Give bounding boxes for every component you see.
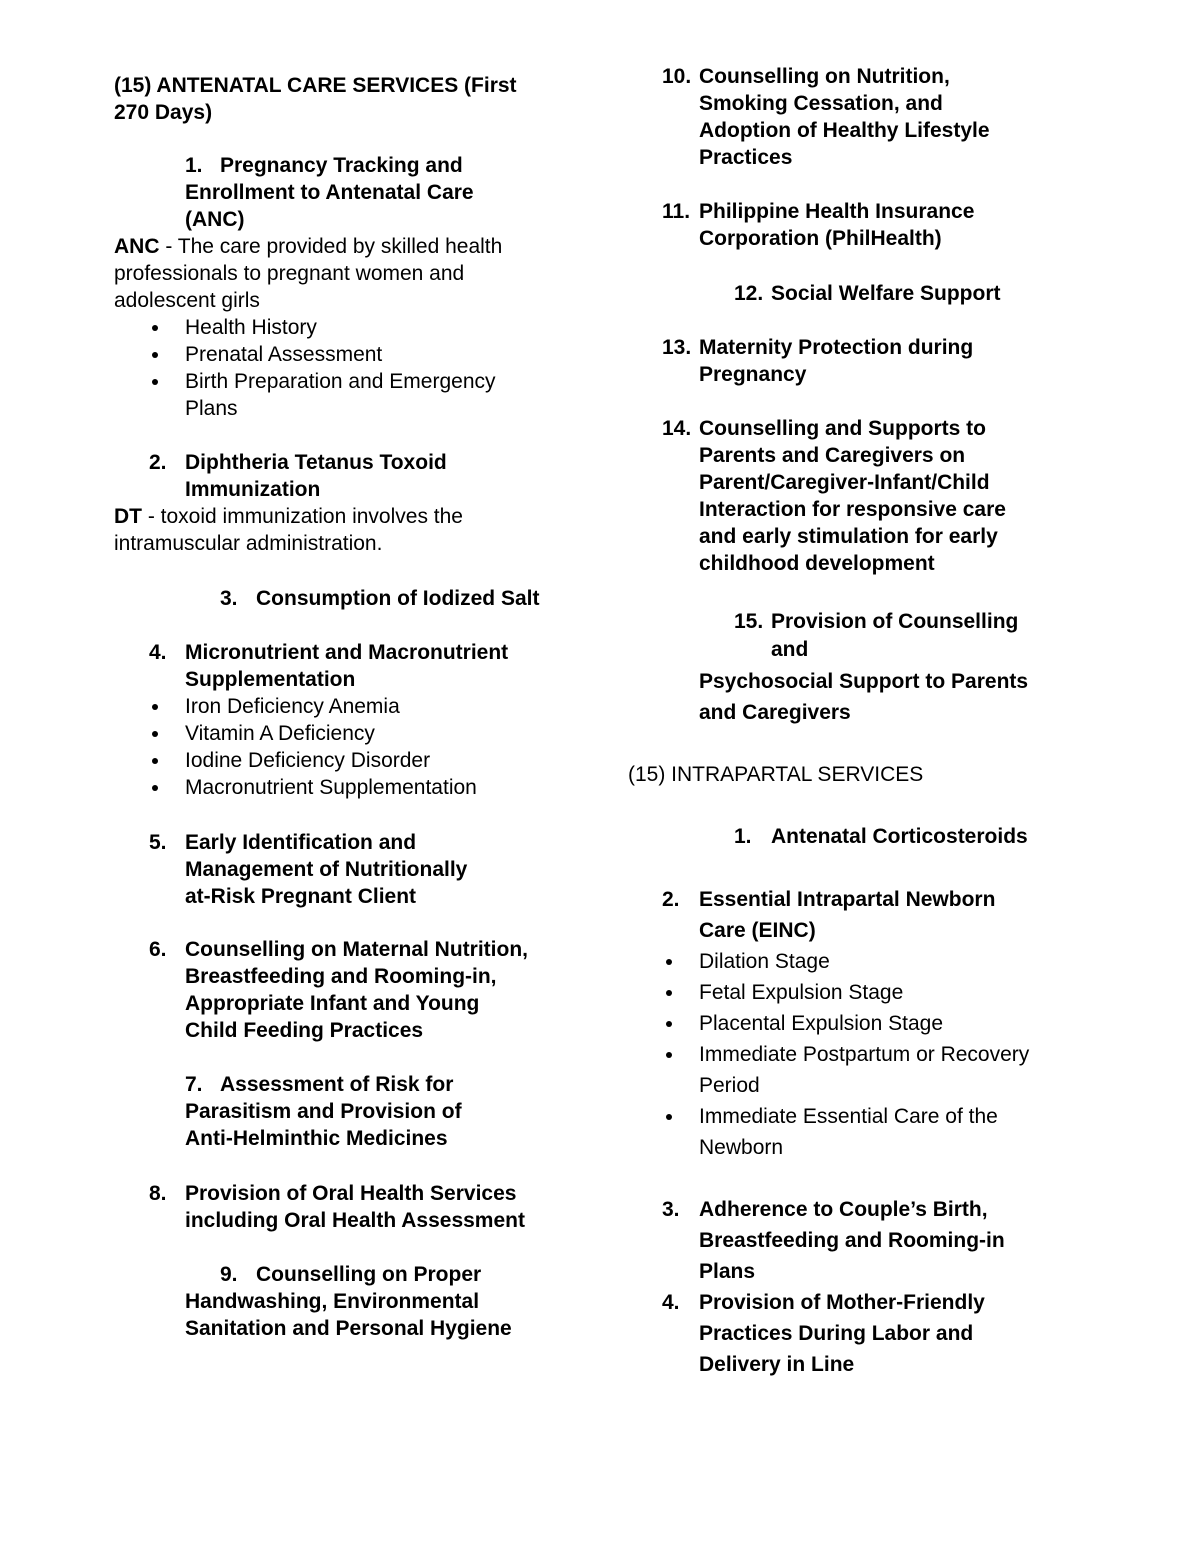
intrapartal-section-title: (15) INTRAPARTAL SERVICES (628, 763, 924, 786)
item-9-heading: Counselling on Proper (256, 1263, 482, 1286)
item-6-heading-cont: Appropriate Infant and Young (185, 992, 480, 1015)
item-15-heading-cont: and Caregivers (699, 701, 851, 724)
intrapartal-item-3-heading-cont: Breastfeeding and Rooming-in (699, 1229, 1005, 1252)
dt-definition (114, 503, 463, 530)
item-8-heading-cont: including Oral Health Assessment (185, 1209, 525, 1232)
intrapartal-item-1-number: 1. (734, 825, 752, 848)
intrapartal-item-3-number: 3. (662, 1198, 680, 1221)
item-14-heading-cont: Parents and Caregivers on (699, 444, 966, 467)
list-item: Immediate Essential Care of the (699, 1105, 998, 1128)
item-4-number: 4. (149, 641, 167, 664)
list-item: Birth Preparation and Emergency (185, 370, 496, 393)
item-5-heading-cont: at-Risk Pregnant Client (185, 885, 417, 908)
item-2-heading: Diphtheria Tetanus Toxoid (185, 451, 447, 474)
intrapartal-item-4-heading: Provision of Mother-Friendly (699, 1291, 985, 1314)
item-13-number: 13. (662, 336, 692, 359)
list-item: Immediate Postpartum or Recovery (699, 1043, 1030, 1066)
item-2-heading-cont: Immunization (185, 478, 321, 501)
item-9-number: 9. (220, 1263, 238, 1286)
item-9-heading-cont: Handwashing, Environmental (185, 1290, 480, 1313)
item-6-heading-cont: Child Feeding Practices (185, 1019, 424, 1042)
list-item: Placental Expulsion Stage (699, 1012, 943, 1035)
item-11-heading: Philippine Health Insurance (699, 200, 975, 223)
intrapartal-item-1-heading: Antenatal Corticosteroids (771, 825, 1028, 848)
item-13-heading: Maternity Protection during (699, 336, 974, 359)
item-11-number: 11. (662, 200, 691, 223)
item-14-heading-cont: Parent/Caregiver-Infant/Child (699, 471, 990, 494)
list-item-cont: Plans (185, 397, 238, 420)
item-14-number: 14. (662, 417, 692, 440)
bullet-icon (666, 1114, 672, 1120)
anc-term: ANC (114, 235, 160, 258)
section-title-cont: 270 Days) (114, 101, 213, 124)
bullet-icon (152, 758, 158, 764)
intrapartal-item-2-heading-cont: Care (EINC) (699, 919, 816, 942)
item-4-heading: Micronutrient and Macronutrient (185, 641, 509, 664)
item-14-heading-cont: Interaction for responsive care (699, 498, 1006, 521)
list-item-cont: Newborn (699, 1136, 784, 1159)
item-1-heading-cont: (ANC) (185, 208, 245, 231)
bullet-icon (152, 704, 158, 710)
item-11-heading-cont: Corporation (PhilHealth) (699, 227, 942, 250)
list-item: Vitamin A Deficiency (185, 722, 375, 745)
item-6-number: 6. (149, 938, 167, 961)
item-10-heading-cont: Smoking Cessation, and (699, 92, 943, 115)
item-1-number: 1. (185, 154, 203, 177)
item-7-heading-cont: Anti-Helminthic Medicines (185, 1127, 448, 1150)
anc-definition-cont: adolescent girls (114, 289, 260, 312)
item-13-heading-cont: Pregnancy (699, 363, 807, 386)
bullet-icon (152, 731, 158, 737)
item-12-heading: Social Welfare Support (771, 282, 1001, 305)
intrapartal-item-3-heading-cont: Plans (699, 1260, 756, 1283)
item-15-heading-cont: Psychosocial Support to Parents (699, 670, 1029, 693)
list-item: Health History (185, 316, 317, 339)
item-9-heading-cont: Sanitation and Personal Hygiene (185, 1317, 512, 1340)
bullet-icon (666, 1021, 672, 1027)
bullet-icon (666, 959, 672, 965)
item-3-heading: Consumption of Iodized Salt (256, 587, 540, 610)
list-item: Iodine Deficiency Disorder (185, 749, 431, 772)
anc-definition-text: - The care provided by skilled health (159, 235, 503, 258)
item-15-heading: Provision of Counselling (771, 610, 1019, 633)
item-8-heading: Provision of Oral Health Services (185, 1182, 517, 1205)
item-6-heading-cont: Breastfeeding and Rooming-in, (185, 965, 497, 988)
item-10-heading-cont: Practices (699, 146, 793, 169)
item-14-heading-cont: childhood development (699, 552, 935, 575)
bullet-icon (152, 352, 158, 358)
section-title: (15) ANTENATAL CARE SERVICES (First (114, 74, 517, 97)
list-item-cont: Period (699, 1074, 760, 1097)
dt-definition-cont: intramuscular administration. (114, 532, 383, 555)
anc-definition-cont: professionals to pregnant women and (114, 262, 465, 285)
bullet-icon (152, 785, 158, 791)
list-item: Fetal Expulsion Stage (699, 981, 904, 1004)
item-3-number: 3. (220, 587, 238, 610)
item-15-number: 15. (734, 610, 764, 633)
item-6-heading: Counselling on Maternal Nutrition, (185, 938, 528, 961)
item-10-number: 10. (662, 65, 692, 88)
intrapartal-item-2-heading: Essential Intrapartal Newborn (699, 888, 996, 911)
item-2-number: 2. (149, 451, 167, 474)
item-12-number: 12. (734, 282, 764, 305)
intrapartal-item-4-heading-cont: Delivery in Line (699, 1353, 855, 1376)
bullet-icon (152, 379, 158, 385)
bullet-icon (666, 990, 672, 996)
item-1-heading: Pregnancy Tracking and (220, 154, 463, 177)
intrapartal-item-4-heading-cont: Practices During Labor and (699, 1322, 974, 1345)
list-item: Iron Deficiency Anemia (185, 695, 400, 718)
item-1-heading-cont: Enrollment to Antenatal Care (185, 181, 474, 204)
item-14-heading: Counselling and Supports to (699, 417, 986, 440)
item-7-heading: Assessment of Risk for (220, 1073, 454, 1096)
intrapartal-item-2-number: 2. (662, 888, 680, 911)
list-item: Macronutrient Supplementation (185, 776, 477, 799)
item-4-heading-cont: Supplementation (185, 668, 356, 691)
intrapartal-item-4-number: 4. (662, 1291, 680, 1314)
item-10-heading-cont: Adoption of Healthy Lifestyle (699, 119, 990, 142)
anc-definition (114, 233, 502, 260)
list-item: Dilation Stage (699, 950, 830, 973)
item-8-number: 8. (149, 1182, 167, 1205)
item-5-heading: Early Identification and (185, 831, 417, 854)
item-7-heading-cont: Parasitism and Provision of (185, 1100, 462, 1123)
item-10-heading: Counselling on Nutrition, (699, 65, 950, 88)
item-5-number: 5. (149, 831, 167, 854)
bullet-icon (666, 1052, 672, 1058)
item-5-heading-cont: Management of Nutritionally (185, 858, 468, 881)
item-15-heading-cont: and (771, 638, 809, 661)
dt-definition-text: - toxoid immunization involves the (142, 505, 463, 528)
item-14-heading-cont: and early stimulation for early (699, 525, 998, 548)
list-item: Prenatal Assessment (185, 343, 383, 366)
item-7-number: 7. (185, 1073, 203, 1096)
bullet-icon (152, 325, 158, 331)
intrapartal-item-3-heading: Adherence to Couple’s Birth, (699, 1198, 988, 1221)
dt-term: DT (114, 505, 142, 528)
